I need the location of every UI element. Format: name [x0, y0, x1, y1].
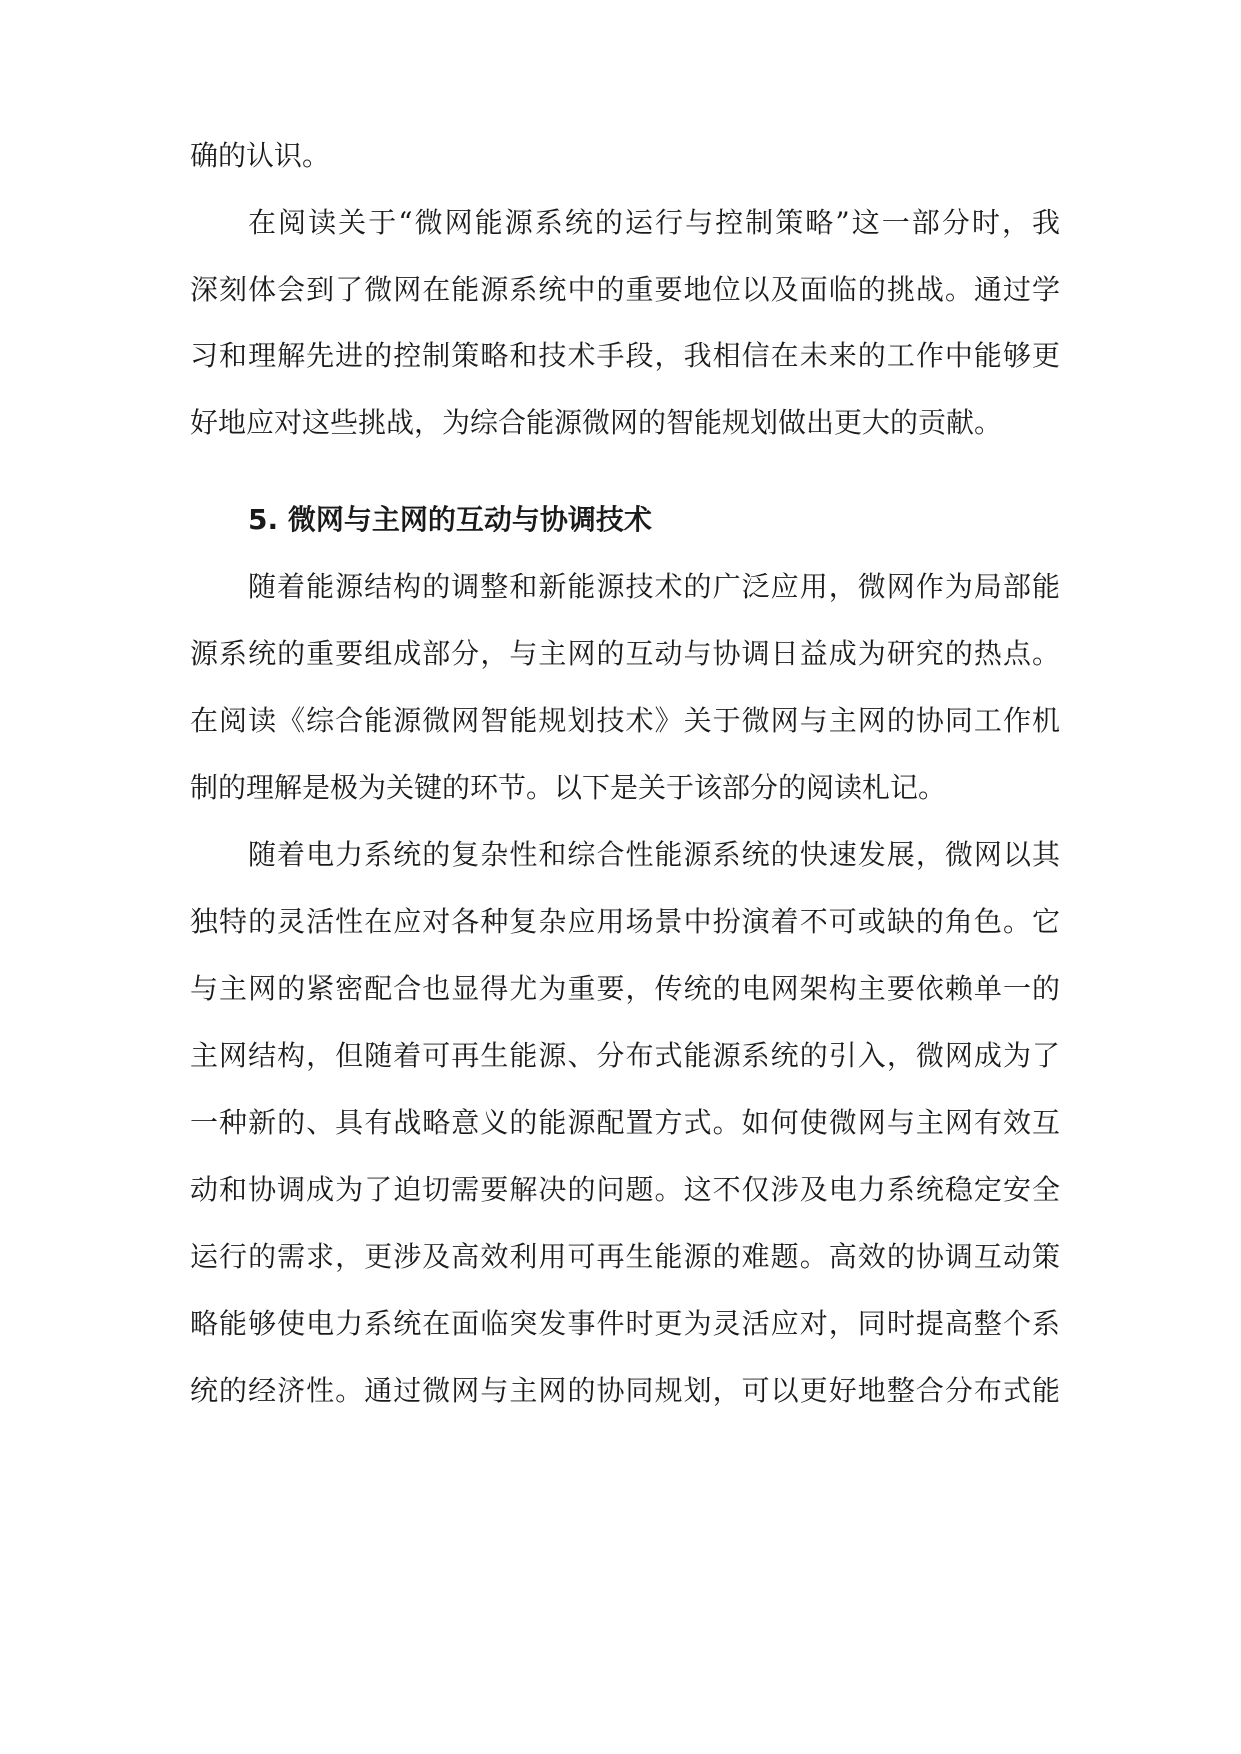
paragraph-line: 随着能源结构的调整和新能源技术的广泛应用，微网作为局部能 — [248, 570, 1060, 603]
paragraph-line: 动和协调成为了迫切需要解决的问题。这不仅涉及电力系统稳定安全 — [190, 1173, 1060, 1206]
paragraph-line: 统的经济性。通过微网与主网的协同规划，可以更好地整合分布式能 — [190, 1374, 1060, 1407]
paragraph-line: 确的认识。 — [190, 139, 331, 172]
paragraph-line: 运行的需求，更涉及高效利用可再生能源的难题。高效的协调互动策 — [190, 1240, 1060, 1273]
paragraph-line: 一种新的、具有战略意义的能源配置方式。如何使微网与主网有效互 — [190, 1106, 1060, 1139]
paragraph-line: 与主网的紧密配合也显得尤为重要，传统的电网架构主要依赖单一的 — [190, 972, 1060, 1005]
section-heading: 5. 微网与主网的互动与协调技术 — [248, 503, 652, 536]
paragraph-line: 好地应对这些挑战，为综合能源微网的智能规划做出更大的贡献。 — [190, 406, 1003, 439]
paragraph-line: 制的理解是极为关键的环节。以下是关于该部分的阅读札记。 — [190, 771, 947, 804]
paragraph-line: 主网结构，但随着可再生能源、分布式能源系统的引入，微网成为了 — [190, 1039, 1060, 1072]
paragraph-line: 习和理解先进的控制策略和技术手段，我相信在未来的工作中能够更 — [190, 339, 1060, 372]
paragraph-line: 在阅读《综合能源微网智能规划技术》关于微网与主网的协同工作机 — [190, 704, 1060, 737]
paragraph-line: 随着电力系统的复杂性和综合性能源系统的快速发展，微网以其 — [248, 838, 1060, 871]
paragraph-line: 略能够使电力系统在面临突发事件时更为灵活应对，同时提高整个系 — [190, 1307, 1060, 1340]
paragraph-line: 独特的灵活性在应对各种复杂应用场景中扮演着不可或缺的角色。它 — [190, 905, 1060, 938]
paragraph-line: 源系统的重要组成部分，与主网的互动与协调日益成为研究的热点。 — [190, 637, 1060, 670]
paragraph-line: 深刻体会到了微网在能源系统中的重要地位以及面临的挑战。通过学 — [190, 273, 1060, 306]
paragraph-line: 在阅读关于“微网能源系统的运行与控制策略”这一部分时，我 — [248, 206, 1060, 239]
